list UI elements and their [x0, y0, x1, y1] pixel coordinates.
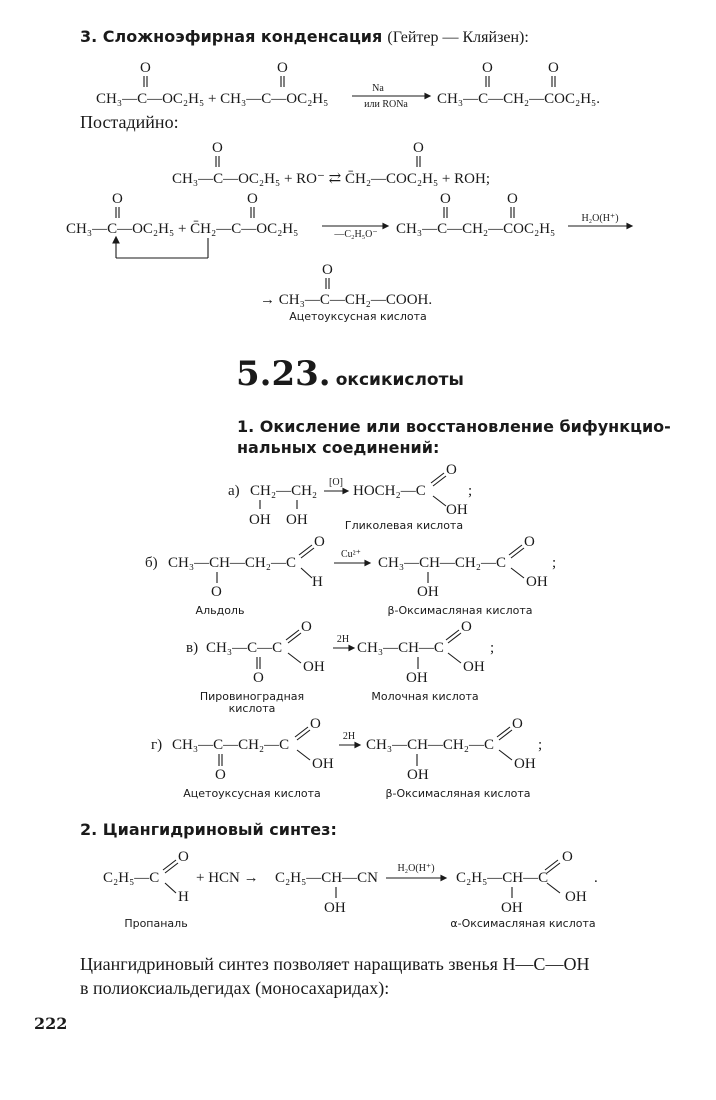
reaction-g-caption-right: β-Оксимасляная кислота [385, 787, 531, 800]
svg-text:CH₃—CH—CH₂—C: CH₃—CH—CH₂—C [168, 555, 296, 571]
svg-text:.: . [594, 870, 598, 886]
svg-text:O: O [524, 534, 535, 550]
svg-text:O: O [548, 60, 559, 76]
svg-text:H: H [178, 889, 189, 905]
reaction-b [0, 530, 716, 620]
reaction-g-caption-left: Ацетоуксусная кислота [183, 787, 321, 800]
svg-text:;: ; [468, 483, 473, 499]
svg-text:O: O [440, 191, 451, 207]
svg-text:HOCH₂—C: HOCH₂—C [353, 483, 426, 499]
svg-text:O: O [322, 262, 333, 278]
svg-text:;: ; [552, 555, 557, 571]
svg-text:O: O [301, 619, 312, 635]
step1-equation: CH₃—C—OC₂H₅ + RO⁻ ⇄ C̄H₂—COC₂H₅ + ROH; [172, 171, 490, 187]
svg-text:OH: OH [406, 670, 428, 686]
reaction-v-reagent: 2H [336, 634, 350, 645]
svg-text:OH: OH [514, 756, 536, 772]
reaction-g-reagent: 2H [342, 731, 356, 742]
svg-text:O: O [512, 716, 523, 732]
reaction-g-label: г) [151, 737, 163, 753]
section-number: 5.23. [236, 354, 331, 394]
reaction-v-caption-right: Молочная кислота [371, 690, 479, 703]
cyanohydrin-heading: 2. Циангидриновый синтез: [80, 820, 337, 839]
section-title [236, 354, 464, 394]
section-title-text: оксикислоты [335, 370, 464, 390]
reaction-a-reagent: [O] [329, 477, 343, 488]
svg-text:OH: OH [565, 889, 587, 905]
svg-text:O: O [314, 534, 325, 550]
svg-text:OH: OH [303, 659, 325, 675]
paragraph-line1: Циангидриновый синтез позволяет наращивать звенья H—C—OH [80, 954, 590, 974]
eq1-reactants: CH₃—C—OC₂H₅ + CH₃—C—OC₂H₅ [96, 91, 329, 107]
svg-text:O: O [413, 140, 424, 156]
svg-text:CH₃—CH—CH₂—C: CH₃—CH—CH₂—C [366, 737, 494, 753]
reaction-v-caption-left-1: Пировиноградная [199, 690, 305, 703]
svg-text:H: H [312, 574, 323, 590]
svg-text:C₂H₅—C: C₂H₅—C [103, 870, 160, 886]
svg-text:+ HCN →: + HCN → [196, 870, 259, 886]
paragraph-line2: в полиоксиальдегидах (моносахаридах): [80, 978, 390, 998]
reaction-b-label: б) [145, 555, 158, 571]
svg-text:O: O [140, 60, 151, 76]
cyanohydrin-caption-left: Пропаналь [124, 917, 188, 930]
oxidation-heading-line2: нальных соединений: [237, 438, 440, 457]
reaction-a [0, 458, 716, 538]
svg-text:;: ; [490, 640, 495, 656]
svg-text:O: O [112, 191, 123, 207]
step3-product: → CH₃—C—CH₂—COOH. [260, 292, 433, 308]
svg-text:CH₃—CH—C: CH₃—CH—C [357, 640, 444, 656]
reaction-v-caption-left-2: кислота [228, 702, 276, 715]
step2-reagent: —C₂H₅O⁻ [334, 229, 378, 240]
reaction-b-caption-left: Альдоль [195, 604, 245, 617]
reaction-v-label: в) [186, 640, 199, 656]
claisen-heading [80, 27, 529, 47]
step2-reactants: CH₃—C—OC₂H₅ + C̄H₂—C—OC₂H₅ [66, 221, 299, 237]
svg-text:O: O [310, 716, 321, 732]
svg-text:C₂H₅—CH—CN: C₂H₅—CH—CN [275, 870, 378, 886]
svg-text:OH: OH [324, 900, 346, 916]
page-number: 222 [34, 1014, 68, 1033]
svg-text:C₂H₅—CH—C: C₂H₅—CH—C [456, 870, 549, 886]
claisen-heading-names: (Гейтер — Кляйзен): [387, 29, 529, 46]
reaction-g [0, 708, 716, 803]
svg-text:O: O [507, 191, 518, 207]
step2-product: CH₃—C—CH₂—COC₂H₅ [396, 221, 556, 237]
oxidation-heading-line1: 1. Окисление или восстановление бифункцио- [237, 417, 671, 436]
svg-text:O: O [215, 767, 226, 783]
claisen-step-1 [0, 136, 716, 191]
svg-text:OH: OH [249, 512, 271, 528]
svg-text:O: O [178, 849, 189, 865]
cyanohydrin-paragraph [80, 952, 589, 1000]
svg-text:O: O [562, 849, 573, 865]
reaction-v [0, 612, 716, 717]
svg-text:O: O [482, 60, 493, 76]
reaction-a-label: а) [228, 483, 240, 499]
eq1-reagent-top: Na [372, 83, 384, 94]
svg-text:O: O [212, 140, 223, 156]
svg-text:OH: OH [526, 574, 548, 590]
step2-hydrolysis-reagent: H₂O(H⁺) [581, 213, 619, 224]
svg-text:CH₂—CH₂: CH₂—CH₂ [250, 483, 318, 499]
svg-text:OH: OH [407, 767, 429, 783]
eq1-reagent-bottom: или RONa [364, 99, 408, 110]
claisen-step-3 [0, 258, 716, 328]
svg-text:OH: OH [312, 756, 334, 772]
svg-text:O: O [253, 670, 264, 686]
cyanohydrin-caption-right: α-Оксимасляная кислота [450, 917, 596, 930]
svg-text:O: O [211, 584, 222, 600]
claisen-step-2 [0, 186, 716, 266]
cyanohydrin-reaction [0, 842, 716, 937]
svg-text:OH: OH [463, 659, 485, 675]
cyanohydrin-reagent: H₂O(H⁺) [397, 863, 435, 874]
oxidation-heading [237, 416, 671, 458]
svg-text:CH₃—C—C: CH₃—C—C [206, 640, 283, 656]
eq1-product: CH₃—C—CH₂—COC₂H₅. [437, 91, 601, 107]
svg-text:O: O [461, 619, 472, 635]
svg-text:O: O [446, 462, 457, 478]
svg-text:OH: OH [286, 512, 308, 528]
reaction-a-caption: Гликолевая кислота [344, 519, 464, 532]
reaction-b-caption-right: β-Оксимасляная кислота [387, 604, 533, 617]
eq1-product-carbonyls [482, 60, 559, 87]
svg-text:CH₃—CH—CH₂—C: CH₃—CH—CH₂—C [378, 555, 506, 571]
svg-text:OH: OH [417, 584, 439, 600]
stepwise-label: Постадийно: [80, 112, 179, 132]
svg-text:;: ; [538, 737, 543, 753]
claisen-heading-title: 3. Сложноэфирная конденсация [80, 27, 383, 46]
nucleophilic-attack-arrow [113, 237, 208, 258]
eq1-carbonyl-1 [140, 60, 151, 87]
svg-text:OH: OH [501, 900, 523, 916]
svg-text:OH: OH [446, 502, 468, 518]
svg-text:O: O [277, 60, 288, 76]
svg-text:O: O [247, 191, 258, 207]
acetoacetic-acid-caption: Ацетоуксусная кислота [289, 310, 427, 323]
eq1-carbonyl-2 [277, 60, 288, 87]
svg-text:CH₃—C—CH₂—C: CH₃—C—CH₂—C [172, 737, 290, 753]
reaction-b-reagent: Cu²⁺ [341, 549, 361, 560]
claisen-equation-overall [0, 55, 716, 115]
